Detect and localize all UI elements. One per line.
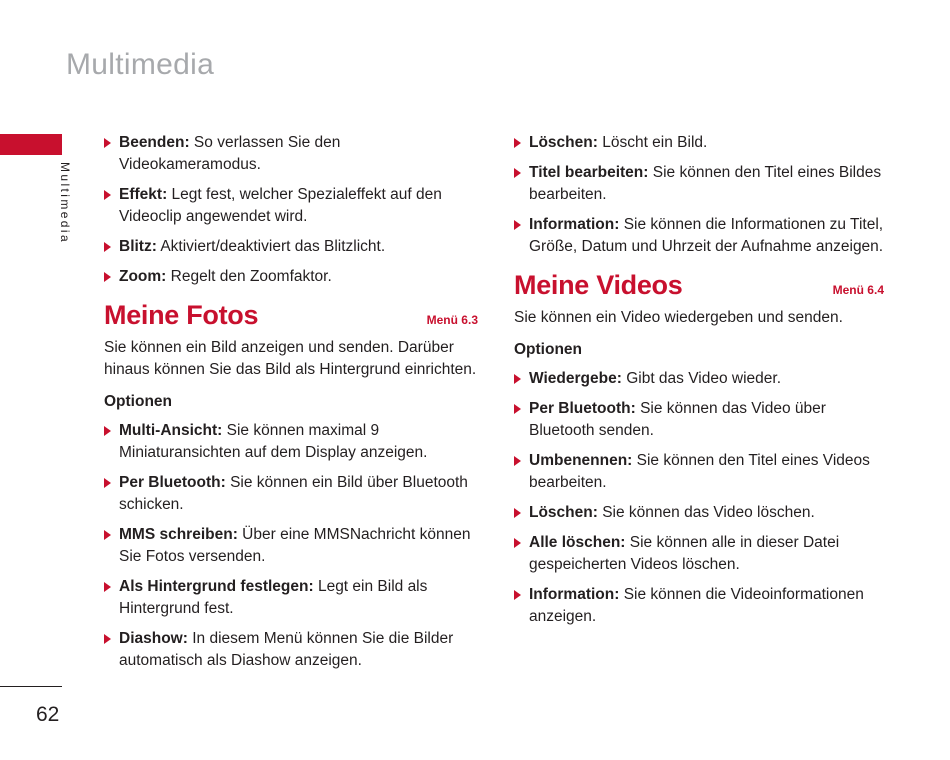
list-item xyxy=(514,532,886,576)
list-item xyxy=(104,132,480,176)
bullet-arrow-icon xyxy=(104,242,111,252)
item-term: Per Bluetooth: xyxy=(529,400,636,417)
item-text: Sie können das Video löschen. xyxy=(597,504,815,521)
list-item xyxy=(104,266,480,288)
bullet-arrow-icon xyxy=(104,478,111,488)
item-term: Löschen: xyxy=(529,134,598,151)
item-text: In diesem Menü können Sie die Bilder automatisch als Diashow anzeigen. xyxy=(119,630,454,669)
section-header-meine-videos xyxy=(514,270,886,301)
bullet-arrow-icon xyxy=(514,404,521,414)
list-item xyxy=(514,214,886,258)
item-term: Beenden: xyxy=(119,134,190,151)
bullet-arrow-icon xyxy=(514,220,521,230)
footer-rule xyxy=(0,686,62,687)
menu-number: Menü 6.3 xyxy=(426,313,478,327)
section-title: Meine Videos xyxy=(514,270,683,300)
item-term: Multi-Ansicht: xyxy=(119,422,223,439)
menu-number: Menü 6.4 xyxy=(832,283,884,297)
item-text: Sie können den Titel eines Bildes bearbeiten. xyxy=(529,164,882,203)
item-text: Löscht ein Bild. xyxy=(597,134,708,151)
page-header-title: Multimedia xyxy=(66,48,215,81)
list-item xyxy=(514,398,886,442)
item-text: Gibt das Video wieder. xyxy=(621,370,782,387)
item-term: Titel bearbeiten: xyxy=(529,164,649,181)
left-column xyxy=(104,132,480,680)
page-number: 62 xyxy=(36,703,60,726)
item-term: Effekt: xyxy=(119,186,168,203)
bullet-arrow-icon xyxy=(514,374,521,384)
item-term: Information: xyxy=(529,216,620,233)
list-item xyxy=(514,132,886,154)
options-list xyxy=(104,420,480,672)
list-item xyxy=(514,584,886,628)
bullet-arrow-icon xyxy=(104,190,111,200)
item-text: Sie können die Videoinformationen anzeigen. xyxy=(529,586,864,625)
item-text: Sie können alle in dieser Datei gespeicherten Videos löschen. xyxy=(529,534,840,573)
list-item xyxy=(104,184,480,228)
section-title: Meine Fotos xyxy=(104,300,259,330)
bullet-arrow-icon xyxy=(514,508,521,518)
item-term: MMS schreiben: xyxy=(119,526,238,543)
item-term: Zoom: xyxy=(119,268,167,285)
list-item xyxy=(514,502,886,524)
item-text: Legt ein Bild als Hintergrund fest. xyxy=(119,578,428,617)
list-item xyxy=(514,368,886,390)
item-text: Über eine MMSNachricht können Sie Fotos versenden. xyxy=(119,526,471,565)
item-text: Sie können die Informationen zu Titel, Größe, Datum und Uhrzeit der Aufnahme anzeigen. xyxy=(529,216,884,255)
item-text: Sie können das Video über Bluetooth senden. xyxy=(529,400,826,439)
item-text: Sie können den Titel eines Videos bearbeiten. xyxy=(529,452,870,491)
item-text: Aktiviert/deaktiviert das Blitzlicht. xyxy=(156,238,386,255)
section-intro: Sie können ein Bild anzeigen und senden. Darüber hinaus können Sie das Bild als Hintergrund einrichten. xyxy=(104,339,477,378)
item-term: Wiedergebe: xyxy=(529,370,622,387)
list-item xyxy=(514,162,886,206)
section-header-meine-fotos xyxy=(104,300,480,331)
item-term: Blitz: xyxy=(119,238,157,255)
item-term: Per Bluetooth: xyxy=(119,474,226,491)
bullet-arrow-icon xyxy=(104,634,111,644)
bullet-arrow-icon xyxy=(514,538,521,548)
item-term: Information: xyxy=(529,586,620,603)
item-text: Regelt den Zoomfaktor. xyxy=(166,268,332,285)
options-list xyxy=(514,368,886,628)
bullet-arrow-icon xyxy=(514,168,521,178)
bullet-arrow-icon xyxy=(514,138,521,148)
chapter-tab-marker xyxy=(0,134,62,155)
right-column xyxy=(514,132,886,636)
bullet-arrow-icon xyxy=(514,590,521,600)
bullet-arrow-icon xyxy=(104,582,111,592)
left-top-list xyxy=(104,132,480,288)
item-term: Alle löschen: xyxy=(529,534,626,551)
item-text: So verlassen Sie den Videokameramodus. xyxy=(119,134,341,173)
item-text: Legt fest, welcher Spezialeffekt auf den Videoclip angewendet wird. xyxy=(119,186,442,225)
bullet-arrow-icon xyxy=(514,456,521,466)
list-item xyxy=(104,524,480,568)
item-term: Löschen: xyxy=(529,504,598,521)
list-item xyxy=(104,236,480,258)
section-intro: Sie können ein Video wiedergeben und senden. xyxy=(514,309,843,326)
list-item xyxy=(104,472,480,516)
list-item xyxy=(104,576,480,620)
item-term: Umbenennen: xyxy=(529,452,633,469)
item-text: Sie können ein Bild über Bluetooth schicken. xyxy=(119,474,468,513)
item-term: Diashow: xyxy=(119,630,188,647)
item-term: Als Hintergrund festlegen: xyxy=(119,578,314,595)
list-item xyxy=(104,628,480,672)
bullet-arrow-icon xyxy=(104,272,111,282)
bullet-arrow-icon xyxy=(104,138,111,148)
options-heading: Optionen xyxy=(514,341,583,358)
right-top-list xyxy=(514,132,886,258)
chapter-side-label: Multimedia xyxy=(58,162,72,245)
item-text: Sie können maximal 9 Miniaturansichten auf dem Display anzeigen. xyxy=(119,422,428,461)
bullet-arrow-icon xyxy=(104,426,111,436)
list-item xyxy=(514,450,886,494)
bullet-arrow-icon xyxy=(104,530,111,540)
options-heading: Optionen xyxy=(104,393,173,410)
list-item xyxy=(104,420,480,464)
